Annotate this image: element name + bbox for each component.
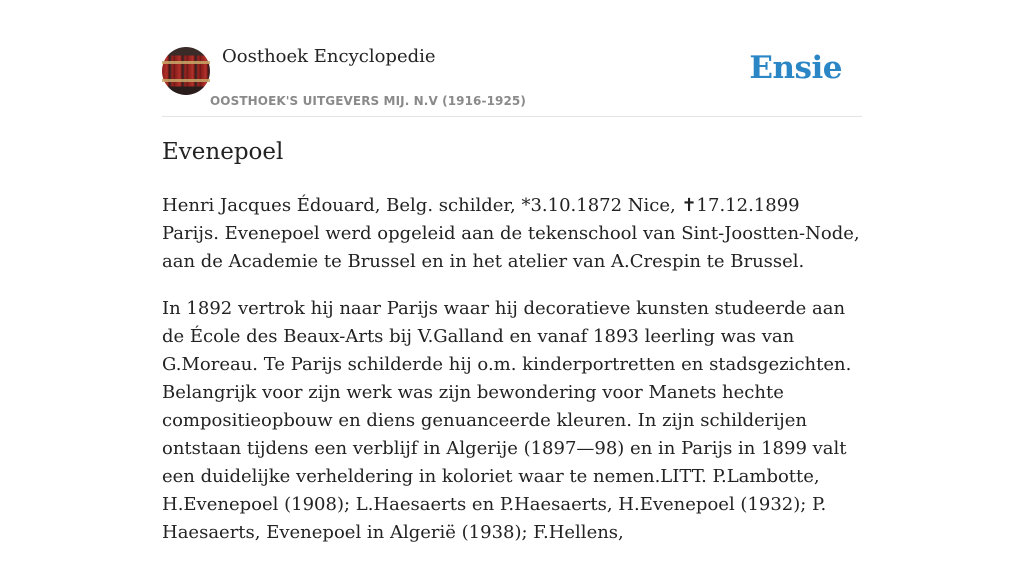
page-title: Evenepoel (162, 139, 284, 165)
encyclopedia-avatar[interactable] (162, 47, 210, 95)
site-name[interactable]: Oosthoek Encyclopedie (222, 46, 436, 67)
brand-logo[interactable]: Ensie (749, 50, 842, 86)
header (162, 46, 862, 117)
article-paragraph: Henri Jacques Édouard, Belg. schilder, *3.10.1872 Nice, ✝17.12.1899 Parijs. Evenepoel werd opgeleid aan de tekenschool van Sint-Joostten-Node, aan de Academie te Brussel en in het atelier van A.Crespin te Brussel. (162, 195, 860, 272)
publisher-label: OOSTHOEK'S UITGEVERS MIJ. N.V (1916-1925) (210, 94, 526, 108)
article-body (162, 192, 862, 566)
article-paragraph: In 1892 vertrok hij naar Parijs waar hij decoratieve kunsten studeerde aan de École des Beaux-Arts bij V.Galland en vanaf 1893 leerling was van G.Moreau. Te Parijs schilderde hij o.m. kinderportretten en stadsgezichten. Belangrijk voor zijn werk was zijn bewondering voor Manets hechte compositieopbouw en diens genuanceerde kleuren. In zijn schilderijen ontstaan tijdens een verblijf in Algerije (1897—98) en in Parijs in 1899 valt een duidelijke verheldering in koloriet waar te nemen.LITT. P.Lambotte, H.Evenepoel (1908); L.Haesaerts en P.Haesaerts, H.Evenepoel (1932); P. Haesaerts, Evenepoel in Algerië (1938); F.Hellens, (162, 298, 852, 543)
